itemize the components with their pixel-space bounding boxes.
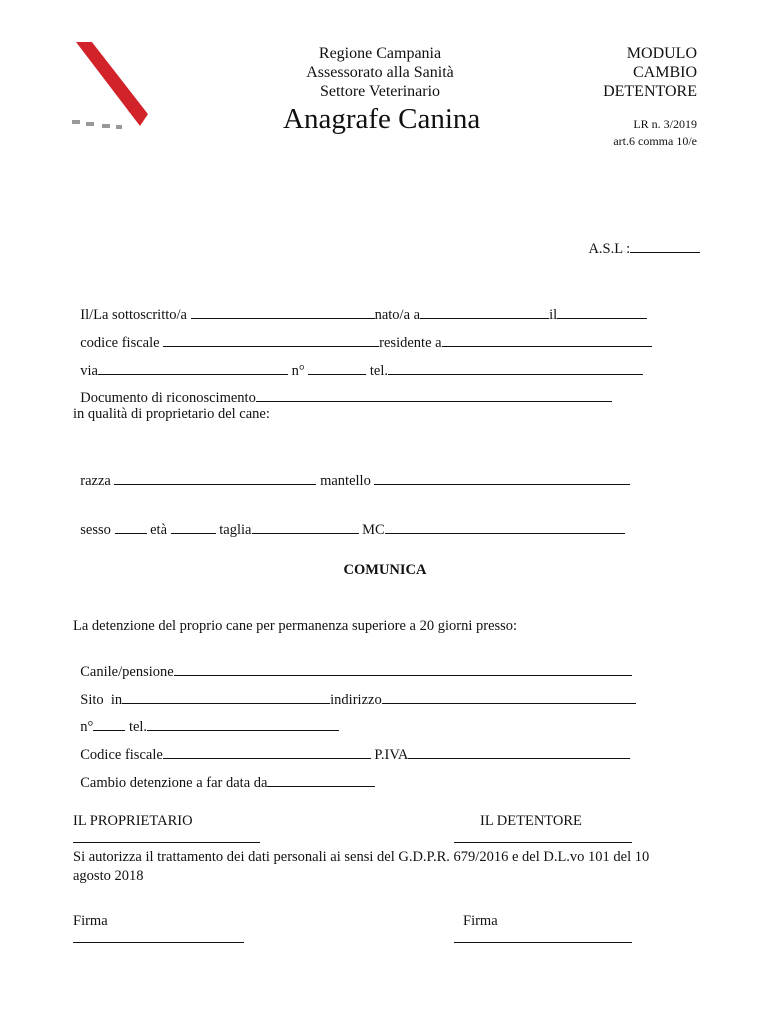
age-field[interactable] — [171, 521, 216, 534]
kennel-label: Canile/pensione — [80, 664, 174, 680]
street-label: via — [80, 363, 98, 379]
asl-field[interactable] — [630, 240, 700, 253]
resident-label: residente a — [379, 335, 442, 351]
street-number-label: n° — [291, 363, 305, 379]
site-label: Sito in — [80, 692, 123, 708]
vat-label: P.IVA — [374, 747, 409, 763]
keeper-signature-line[interactable] — [454, 842, 632, 843]
coat-label: mantello — [320, 473, 371, 489]
phone-label: tel. — [369, 363, 389, 379]
left-firma-label: Firma — [73, 913, 108, 929]
coat-field[interactable] — [374, 472, 630, 485]
region-name: Regione Campania — [318, 45, 442, 62]
privacy-consent-line1: Si autorizza il trattamento dei dati personali ai sensi del G.D.P.R. 679/2016 e del D.L.vo 101 del 10 — [73, 849, 650, 865]
cambio-label: CAMBIO — [632, 64, 697, 81]
address-field[interactable] — [382, 691, 636, 704]
age-label: età — [150, 522, 168, 538]
id-document-label: Documento di riconoscimento — [80, 390, 256, 406]
document-title: Anagrafe Canina — [283, 103, 481, 135]
birth-date-label: il — [549, 307, 558, 323]
change-date-field[interactable] — [267, 774, 375, 787]
microchip-label: MC — [362, 522, 385, 538]
size-field[interactable] — [252, 521, 359, 534]
owner-signature-label: IL PROPRIETARIO — [73, 813, 193, 829]
microchip-field[interactable] — [385, 521, 625, 534]
change-date-label: Cambio detenzione a far data da — [80, 775, 268, 791]
owner-capacity-text: in qualità di proprietario del cane: — [73, 406, 270, 422]
breed-field[interactable] — [114, 472, 316, 485]
detention-number-label: n° — [80, 719, 94, 735]
law-reference: LR n. 3/2019 — [633, 117, 697, 131]
undersigned-label: Il/La sottoscritto/a — [80, 307, 187, 323]
article-reference: art.6 comma 10/e — [613, 134, 697, 148]
asl-label: A.S.L : — [588, 241, 631, 257]
regione-campania-logo-icon — [70, 40, 152, 132]
born-label: nato/a a — [374, 307, 421, 323]
keeper-signature-label: IL DETENTORE — [480, 813, 582, 829]
left-firma-line[interactable] — [73, 942, 244, 943]
owner-signature-line[interactable] — [73, 842, 260, 843]
right-firma-label: Firma — [463, 913, 498, 929]
size-label: taglia — [219, 522, 252, 538]
detention-tax-code-label: Codice fiscale — [80, 747, 163, 763]
detention-phone-label: tel. — [128, 719, 148, 735]
department-name: Assessorato alla Sanità — [306, 64, 454, 81]
sector-name: Settore Veterinario — [319, 83, 441, 100]
address-label: indirizzo — [330, 692, 382, 708]
communication-heading: COMUNICA — [343, 562, 427, 578]
privacy-consent-line2: agosto 2018 — [73, 868, 144, 884]
detentore-label: DETENTORE — [603, 83, 697, 100]
right-firma-line[interactable] — [454, 942, 632, 943]
tax-code-label: codice fiscale — [80, 335, 160, 351]
modulo-label: MODULO — [626, 45, 697, 62]
detention-intro-text: La detenzione del proprio cane per permanenza superiore a 20 giorni presso: — [73, 618, 518, 634]
vat-field[interactable] — [408, 746, 630, 759]
breed-label: razza — [80, 473, 111, 489]
id-document-field[interactable] — [256, 389, 612, 402]
sex-label: sesso — [80, 522, 111, 538]
sex-field[interactable] — [115, 521, 147, 534]
